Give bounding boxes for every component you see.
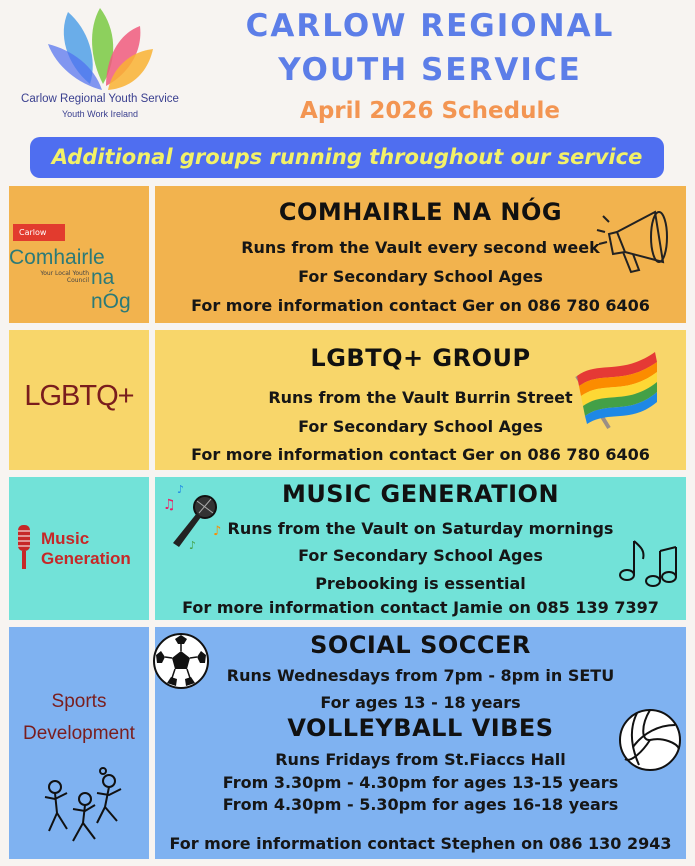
- music-line1: Runs from the Vault on Saturday mornings: [227, 519, 614, 538]
- banner: Additional groups running throughout our service: [30, 137, 664, 178]
- comhairle-line2: For Secondary School Ages: [298, 267, 543, 286]
- sports-logo-line2: Development: [23, 723, 135, 744]
- soccer-line2: For ages 13 - 18 years: [320, 693, 521, 712]
- soccer-ball-icon: [151, 631, 211, 691]
- svg-text:♪: ♪: [189, 539, 197, 552]
- music-notes-icon: [617, 535, 677, 589]
- schedule-subtitle: April 2026 Schedule: [300, 98, 560, 124]
- music-line2: For Secondary School Ages: [298, 546, 543, 565]
- lgbtq-section: [155, 330, 686, 470]
- logo-name: Carlow Regional Youth Service: [21, 93, 179, 105]
- lgbtq-contact: For more information contact Ger on 086 780 6406: [191, 445, 650, 464]
- lgbtq-line2: For Secondary School Ages: [298, 417, 543, 436]
- volleyball-line2: From 3.30pm - 4.30pm for ages 13-15 years: [222, 773, 619, 792]
- comhairle-contact: For more information contact Ger on 086 780 6406: [191, 296, 650, 315]
- comhairle-logo-panel: [9, 186, 149, 323]
- music-section: [155, 477, 686, 620]
- comhairle-logo-main2: na nÓg: [91, 266, 131, 313]
- svg-text:♪: ♪: [177, 483, 185, 496]
- svg-text:♫: ♫: [163, 497, 176, 513]
- logo-subtitle: Youth Work Ireland: [61, 109, 139, 119]
- music-logo-panel: [9, 477, 149, 620]
- soccer-line1: Runs Wednesdays from 7pm - 8pm in SETU: [226, 666, 615, 685]
- lgbtq-logo-panel: [9, 330, 149, 470]
- music-title: MUSIC GENERATION: [281, 480, 560, 508]
- svg-text:♪: ♪: [213, 524, 222, 539]
- music-logo-line1: Music: [41, 529, 90, 548]
- page-title-line2: YOUTH SERVICE: [278, 52, 582, 88]
- comhairle-logo-tag-carlow: Carlow: [13, 224, 65, 241]
- comhairle-line1: Runs from the Vault every second week: [241, 238, 600, 257]
- sports-logo-panel: [9, 627, 149, 859]
- microphone-icon: [159, 481, 225, 553]
- comhairle-section: [155, 186, 686, 323]
- music-logo-line2: Generation: [41, 549, 131, 568]
- lgbtq-title: LGBTQ+ GROUP: [310, 344, 531, 372]
- lgbtq-line1: Runs from the Vault Burrin Street: [268, 388, 573, 407]
- comhairle-logo-main1: Comhairle: [9, 246, 105, 269]
- sports-contact: For more information contact Stephen on 086 130 2943: [169, 834, 672, 853]
- sports-section: [155, 627, 686, 859]
- rainbow-flag-icon: [569, 346, 661, 430]
- sports-logo-line1: Sports: [51, 691, 107, 712]
- athletes-icon: [39, 767, 125, 847]
- comhairle-title: COMHAIRLE NA NÓG: [278, 198, 563, 226]
- volleyball-icon: [617, 707, 683, 773]
- music-contact: For more information contact Jamie on 085 139 7397: [182, 598, 659, 617]
- volleyball-line1: Runs Fridays from St.Fiaccs Hall: [275, 750, 566, 769]
- soccer-title: SOCIAL SOCCER: [310, 631, 531, 659]
- megaphone-icon: [595, 202, 683, 278]
- volleyball-line3: From 4.30pm - 5.30pm for ages 16-18 years: [222, 795, 619, 814]
- volleyball-title: VOLLEYBALL VIBES: [287, 714, 554, 742]
- lgbtq-logo: LGBTQ+: [24, 380, 134, 412]
- music-generation-logo-icon: [15, 523, 33, 571]
- page-title-line1: CARLOW REGIONAL: [245, 8, 615, 44]
- comhairle-logo-tagline: Your Local Youth Council: [40, 270, 89, 284]
- music-line3: Prebooking is essential: [315, 574, 526, 593]
